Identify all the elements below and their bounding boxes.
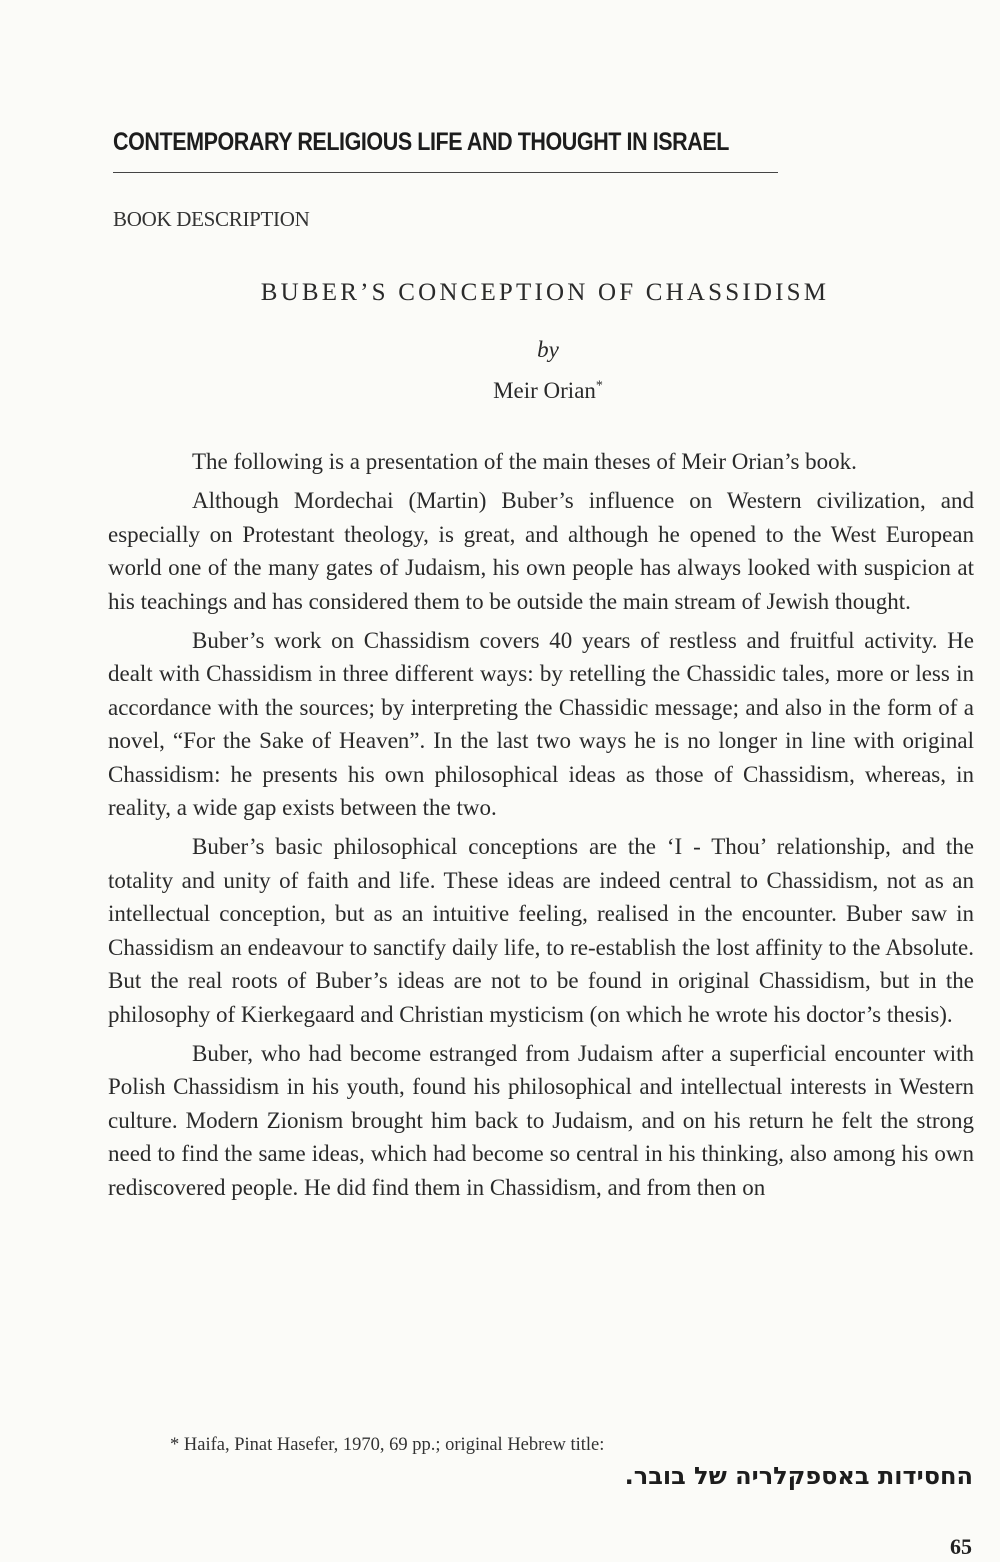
article-body xyxy=(108,445,974,1210)
footnote-hebrew-title: החסידות באספקלריה של בובר. xyxy=(624,1462,973,1490)
footnote-marker: * xyxy=(595,378,603,394)
author-name: Meir Orian xyxy=(493,378,596,403)
footnote: * Haifa, Pinat Hasefer, 1970, 69 pp.; original Hebrew title: xyxy=(170,1435,605,1455)
paragraph-intro: The following is a presentation of the main theses of Meir Orian’s book. xyxy=(192,449,857,474)
header-rule xyxy=(113,172,778,173)
running-head: CONTEMPORARY RELIGIOUS LIFE AND THOUGHT IN ISRAEL xyxy=(113,128,729,156)
article-title: BUBER’S CONCEPTION OF CHASSIDISM xyxy=(260,279,830,306)
section-label: BOOK DESCRIPTION xyxy=(113,207,310,231)
paragraph-chassidism-work: Buber’s work on Chassidism covers 40 years of restless and fruitful activity. He dealt with Chassidism in three different ways: by retelling the Chassidic tales, more or less in accordance with the sources; by interpreting the Chassidic message; and also in the form of a novel, “For the Sake of Heaven”. In the last two ways he is no longer in line with original Chassidism: he presents his own philosophical ideas as those of Chassidism, whereas, in reality, a wide gap exists between the two. xyxy=(108,628,974,821)
paragraph-estrangement: Buber, who had become estranged from Judaism after a superficial encounter with Polish Chassidism in his youth, found his philosophical and intellectual interests in Western culture. Modern Zionism brought him back to Judaism, and on his return he felt the strong need to find the same ideas, which had become so central in his thinking, also among his own rediscovered people. He did find them in Chassidism, and from then on xyxy=(108,1040,974,1200)
paragraph-philosophy: Buber’s basic philosophical conceptions are the ‘I - Thou’ relationship, and the totality and unity of faith and life. These ideas are indeed central to Chassidism, not as an intellectual conception, but as an intuitive feeling, realised in the encounter. Buber saw in Chassidism an endeavour to sanctify daily life, to re-establish the lost affinity to the Absolute. But the real roots of Buber’s ideas are not to be found in original Chassidism, but in the philosophy of Kierkegaard and Christian mysticism (on which he wrote his doctor’s thesis). xyxy=(108,834,974,1027)
byline-author xyxy=(0,378,1000,404)
paragraph-influence: Although Mordechai (Martin) Buber’s influence on Western civilization, and especially on Protestant theology, is great, and although he opened to the West European world one of the many gates of Judaism, his own people has always looked with suspicion at his teachings and has considered them to be outside the main stream of Jewish thought. xyxy=(108,488,974,614)
page-number: 65 xyxy=(950,1534,972,1559)
byline-by: by xyxy=(537,337,559,362)
